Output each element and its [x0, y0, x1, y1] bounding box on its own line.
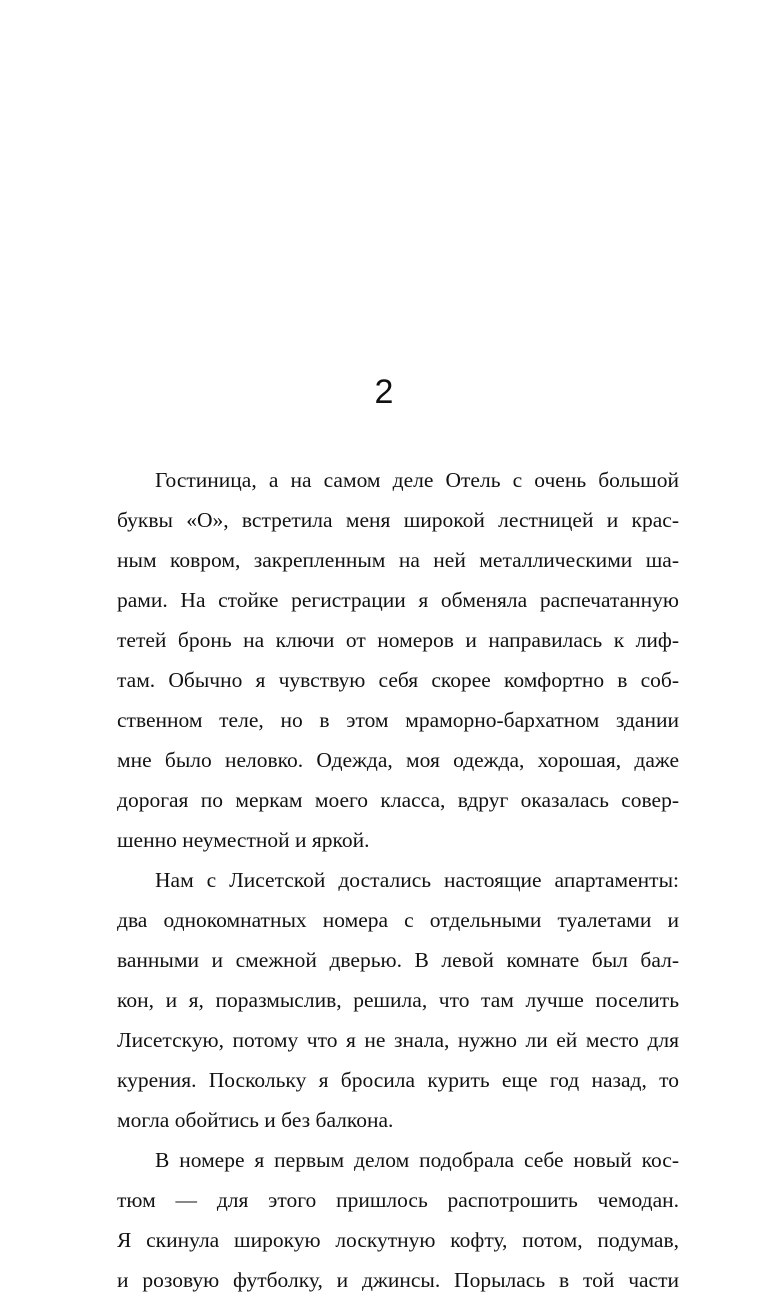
text-line: два однокомнатных номера с отдельными туалетами и [117, 908, 679, 932]
text-line: Гостиница, а на самом деле Отель с очень большой [155, 468, 679, 492]
text-line: и розовую футболку, и джинсы. Порылась в той части [117, 1268, 679, 1292]
paragraph [117, 1140, 679, 1300]
text-line: тюм — для этого пришлось распотрошить чемодан. [117, 1188, 679, 1212]
text-line: шенно неуместной и яркой. [117, 828, 370, 852]
text-line: буквы «О», встретила меня широкой лестницей и крас- [117, 508, 679, 532]
text-line: мне было неловко. Одежда, моя одежда, хорошая, даже [117, 748, 679, 772]
text-line: там. Обычно я чувствую себя скорее комфортно в соб- [117, 668, 679, 692]
text-line: курения. Поскольку я бросила курить еще год назад, то [117, 1068, 679, 1092]
paragraph [117, 860, 679, 1140]
text-line: ванными и смежной дверью. В левой комнате был бал- [117, 948, 679, 972]
text-line: рами. На стойке регистрации я обменяла распечатанную [117, 588, 679, 612]
text-line: тетей бронь на ключи от номеров и направилась к лиф- [117, 628, 679, 652]
paragraph [117, 460, 679, 860]
chapter-number: 2 [374, 373, 394, 411]
text-line: ственном теле, но в этом мраморно-бархатном здании [117, 708, 679, 732]
body-text [117, 460, 679, 1300]
text-line: могла обойтись и без балкона. [117, 1108, 394, 1132]
text-line: Я скинула широкую лоскутную кофту, потом, подумав, [117, 1228, 679, 1252]
text-line: В номере я первым делом подобрала себе новый кос- [155, 1148, 679, 1172]
text-line: ным ковром, закрепленным на ней металлическими ша- [117, 548, 679, 572]
text-line: дорогая по меркам моего класса, вдруг оказалась совер- [117, 788, 679, 812]
text-line: кон, и я, поразмыслив, решила, что там лучше поселить [117, 988, 679, 1012]
text-line: Лисетскую, потому что я не знала, нужно ли ей место для [117, 1028, 679, 1052]
text-line: Нам с Лисетской достались настоящие апартаменты: [155, 868, 679, 892]
